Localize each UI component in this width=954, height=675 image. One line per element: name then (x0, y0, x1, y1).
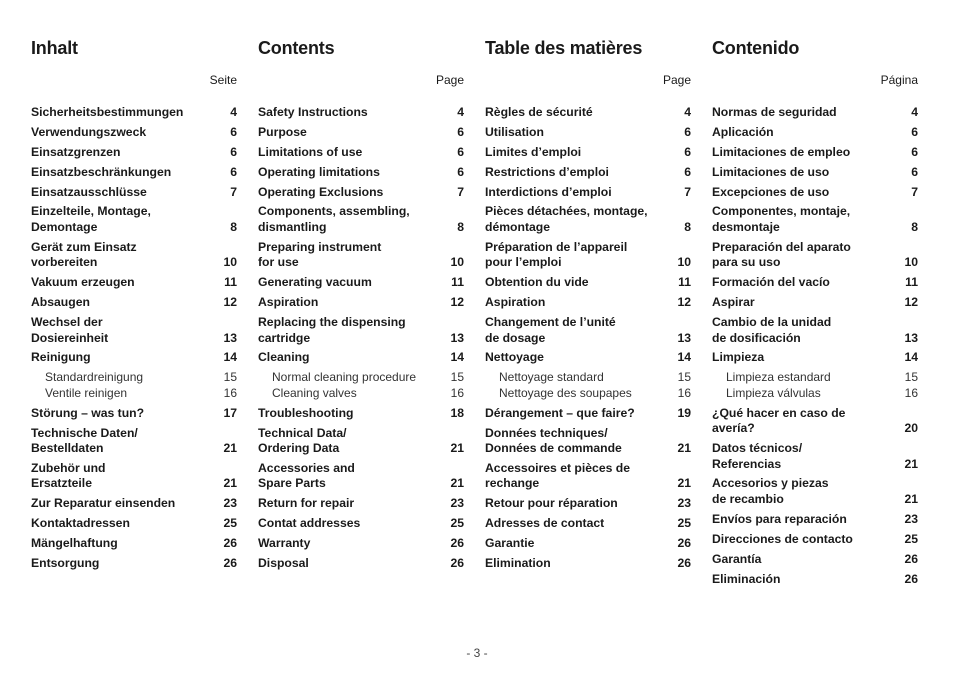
toc-entry-title: Nettoyage (485, 350, 544, 365)
toc-entry-title: Aspiration (258, 295, 319, 310)
toc-entry (485, 461, 691, 492)
toc-entry-title: Disposal (258, 556, 309, 571)
toc-entry-title: Données techniques/ Données de commande (485, 425, 622, 456)
toc-subentry (258, 370, 464, 386)
page-number: - 3 - (466, 646, 488, 660)
toc-entry-page: 8 (230, 219, 237, 234)
toc-entry (712, 476, 918, 507)
toc-entry-page: 10 (223, 255, 237, 270)
toc-entry (31, 295, 237, 311)
toc-entry-title: Normas de seguridad (712, 105, 837, 119)
toc-entry-page: 6 (684, 164, 691, 179)
toc-entry-title: Nettoyage standard (499, 370, 604, 385)
toc-entry-title: Cambio de la unidad de dosificación (712, 315, 832, 345)
toc-entry (712, 315, 918, 346)
toc-entry (31, 315, 237, 346)
toc-entry-title: Zur Reparatur einsenden (31, 496, 176, 511)
column-title: Contenido (712, 38, 800, 58)
toc-entry-page: 25 (223, 516, 237, 531)
toc-entry (485, 204, 691, 235)
toc-entry (485, 426, 691, 457)
toc-entry-page: 21 (677, 476, 691, 491)
toc-entry-title: Limitaciones de empleo (712, 144, 851, 159)
toc-entry-title: Limitaciones de uso (712, 164, 830, 179)
toc-entry (31, 185, 237, 201)
toc-entry (31, 426, 237, 457)
toc-entry (258, 426, 464, 457)
toc-entry-page: 25 (450, 516, 464, 531)
toc-entry (485, 165, 691, 181)
toc-entry-title: Datos técnicos/ Referencias (712, 441, 803, 471)
toc-entry-title: Limpieza válvulas (726, 385, 821, 400)
toc-entry-page: 21 (677, 441, 691, 456)
toc-entry (712, 572, 918, 588)
toc-entry-page: 8 (684, 219, 691, 234)
toc-entry-page: 15 (904, 370, 918, 385)
toc-entry-title: Einzelteile, Montage, Demontage (31, 204, 151, 234)
toc-entry-title: Preparing instrument for use (258, 239, 382, 270)
toc-entry-title: Garantie (485, 536, 535, 551)
toc-entry-title: Reinigung (31, 350, 91, 365)
toc-entry (712, 204, 918, 235)
toc-entry-page: 6 (457, 164, 464, 179)
toc-entry-title: Excepciones de uso (712, 184, 830, 199)
toc-entry-page: 4 (911, 105, 918, 119)
toc-entry-page: 6 (457, 124, 464, 139)
toc-entry (258, 275, 464, 291)
toc-entry-page: 19 (677, 405, 691, 420)
toc-entry (712, 105, 918, 121)
toc-entry-page: 16 (450, 385, 464, 400)
toc-entry-title: Direcciones de contacto (712, 531, 853, 546)
toc-entry (31, 350, 237, 366)
toc-entry-title: Elimination (485, 556, 551, 571)
toc-entry-page: 7 (684, 184, 691, 199)
toc-entry-page: 13 (904, 330, 918, 345)
toc-subentry (712, 370, 918, 386)
toc-entry-page: 6 (230, 144, 237, 159)
toc-entry (712, 185, 918, 201)
toc-subentry (485, 370, 691, 386)
toc-entry-title: Componentes, montaje, desmontaje (712, 204, 851, 234)
toc-entry (485, 496, 691, 512)
toc-entry (258, 556, 464, 572)
toc-entry-page: 13 (450, 330, 464, 345)
toc-entry (485, 516, 691, 532)
toc-entry (485, 105, 691, 121)
toc-entry-page: 26 (450, 556, 464, 571)
toc-entry (31, 145, 237, 161)
toc-entry (258, 165, 464, 181)
toc-entry-page: 4 (230, 105, 237, 119)
toc-subentry (485, 386, 691, 402)
toc-entry-page: 6 (230, 124, 237, 139)
toc-entry-title: Standardreinigung (45, 370, 144, 385)
toc-entry-title: Aspiration (485, 295, 546, 310)
toc-entry-page: 25 (904, 531, 918, 546)
toc-entry-title: Entsorgung (31, 556, 100, 571)
toc-entry-title: Limites d’emploi (485, 144, 582, 159)
toc-entry (712, 295, 918, 311)
toc-entry-title: Nettoyage des soupapes (499, 385, 632, 400)
toc-entry (31, 516, 237, 532)
toc-entry (258, 536, 464, 552)
toc-entry (485, 556, 691, 572)
toc-entry (31, 105, 237, 121)
toc-entry-title: Formación del vacío (712, 275, 830, 290)
toc-entry-title: Adresses de contact (485, 516, 605, 531)
toc-entry (712, 406, 918, 437)
toc-entry-page: 23 (677, 496, 691, 511)
toc-entry-title: Règles de sécurité (485, 105, 593, 119)
page-column-label: Página (880, 73, 918, 87)
toc-entry (712, 532, 918, 548)
toc-entry-page: 6 (911, 164, 918, 179)
toc-entry-title: Changement de l’unité de dosage (485, 315, 616, 345)
column-title: Inhalt (31, 38, 78, 58)
toc-entry-page: 21 (450, 476, 464, 491)
toc-entry (258, 295, 464, 311)
toc-entry-page: 26 (223, 556, 237, 571)
toc-entry-title: Retour pour réparation (485, 496, 618, 511)
toc-subentry (258, 386, 464, 402)
toc-entry (258, 185, 464, 201)
toc-entry-title: Return for repair (258, 496, 355, 511)
toc-entry-page: 26 (450, 536, 464, 551)
column-title: Table des matières (485, 38, 643, 58)
toc-entry (258, 105, 464, 121)
toc-entry (258, 461, 464, 492)
toc-entry-page: 14 (677, 350, 691, 365)
toc-entry (712, 512, 918, 528)
toc-entry (31, 275, 237, 291)
toc-entry-page: 20 (904, 421, 918, 436)
toc-entry-title: Generating vacuum (258, 275, 372, 290)
toc-entry-page: 15 (677, 370, 691, 385)
toc-entry-page: 26 (904, 571, 918, 586)
toc-entry-title: Technische Daten/ Bestelldaten (31, 425, 138, 456)
toc-entry-page: 4 (457, 105, 464, 119)
toc-entry-title: Accessoires et pièces de rechange (485, 460, 630, 491)
toc-entry (712, 165, 918, 181)
toc-entry-title: Absaugen (31, 295, 90, 310)
toc-entry-title: Contat addresses (258, 516, 361, 531)
toc-entry-page: 7 (230, 184, 237, 199)
toc-entry-title: Limitations of use (258, 144, 363, 159)
toc-entry-title: Accesorios y piezas de recambio (712, 476, 829, 506)
toc-entry (485, 536, 691, 552)
page-column-label: Page (435, 73, 464, 87)
toc-entry-page: 6 (684, 144, 691, 159)
toc-entry-page: 14 (223, 350, 237, 365)
toc-entry-page: 21 (223, 476, 237, 491)
toc-entry (258, 204, 464, 235)
toc-entry (485, 185, 691, 201)
toc-entry (485, 275, 691, 291)
toc-entry-page: 16 (904, 385, 918, 400)
toc-entry-page: 15 (223, 370, 237, 385)
toc-entry-title: Störung – was tun? (31, 405, 145, 420)
toc-entry-page: 6 (457, 144, 464, 159)
toc-entry (31, 556, 237, 572)
toc-entry-title: Eliminación (712, 571, 781, 586)
toc-entry-page: 8 (457, 219, 464, 234)
toc-entry-page: 12 (904, 295, 918, 310)
toc-entry-title: Cleaning (258, 350, 310, 365)
toc-entry-page: 6 (911, 124, 918, 139)
toc-entry-page: 26 (904, 551, 918, 566)
toc-entry-page: 13 (223, 330, 237, 345)
toc-entry-title: Gerät zum Einsatz vorbereiten (31, 239, 137, 270)
column-title: Contents (258, 38, 335, 58)
toc-entry-page: 11 (224, 275, 237, 290)
toc-entry (712, 145, 918, 161)
toc-entry-page: 11 (905, 275, 918, 290)
toc-entry (485, 295, 691, 311)
toc-entry-title: Obtention du vide (485, 275, 589, 290)
toc-subentry (712, 386, 918, 402)
toc-entry-title: Einsatzgrenzen (31, 144, 121, 159)
toc-column-en (258, 36, 464, 576)
toc-entry-title: Aspirar (712, 295, 755, 310)
toc-entry-page: 12 (450, 295, 464, 310)
toc-entry-page: 10 (450, 255, 464, 270)
toc-entry-page: 4 (684, 105, 691, 119)
toc-entry-page: 10 (904, 255, 918, 270)
toc-entry (258, 516, 464, 532)
toc-entry-page: 23 (904, 511, 918, 526)
toc-entry-title: ¿Qué hacer en caso de avería? (712, 405, 846, 436)
toc-entries (31, 105, 237, 572)
toc-column-de (31, 36, 237, 576)
toc-entry (485, 125, 691, 141)
toc-entry-title: Cleaning valves (272, 385, 357, 400)
toc-entry-page: 16 (223, 385, 237, 400)
toc-entry-page: 25 (677, 516, 691, 531)
toc-entry-title: Replacing the dispensing cartridge (258, 315, 406, 345)
toc-entry-title: Aplicación (712, 124, 774, 139)
toc-entry-title: Kontaktadressen (31, 516, 130, 531)
toc-entry-page: 13 (677, 330, 691, 345)
toc-entry (485, 145, 691, 161)
toc-entry-title: Limpieza (712, 350, 765, 365)
toc-entry (31, 406, 237, 422)
toc-entry (258, 315, 464, 346)
toc-subentry (31, 370, 237, 386)
toc-entry (258, 125, 464, 141)
toc-entry (258, 145, 464, 161)
toc-entry-title: Troubleshooting (258, 405, 354, 420)
toc-entries (712, 105, 918, 587)
toc-entry-page: 26 (223, 536, 237, 551)
toc-entry (31, 125, 237, 141)
toc-subentry (31, 386, 237, 402)
toc-entry-page: 21 (223, 441, 237, 456)
toc-entry-page: 17 (223, 405, 237, 420)
toc-entry (712, 125, 918, 141)
toc-entry-title: Einsatzbeschränkungen (31, 164, 172, 179)
toc-entry (712, 275, 918, 291)
toc-entry (31, 204, 237, 235)
toc-entries (258, 105, 464, 572)
toc-entry-page: 23 (223, 496, 237, 511)
toc-entry-title: Technical Data/ Ordering Data (258, 425, 347, 456)
toc-entry-title: Zubehör und Ersatzteile (31, 460, 106, 491)
toc-entry-title: Mängelhaftung (31, 536, 118, 551)
toc-column-fr (485, 36, 691, 576)
toc-entry-page: 21 (904, 456, 918, 471)
toc-entry (712, 441, 918, 472)
toc-entry-page: 6 (911, 144, 918, 159)
toc-entry-title: Limpieza estandard (726, 370, 831, 385)
toc-entries (485, 105, 691, 572)
toc-entry (485, 315, 691, 346)
toc-entry-title: Restrictions d’emploi (485, 164, 609, 179)
toc-entry (258, 350, 464, 366)
toc-entry-page: 7 (457, 184, 464, 199)
toc-entry-title: Normal cleaning procedure (272, 370, 417, 385)
toc-entry-page: 18 (450, 405, 464, 420)
toc-entry-page: 8 (911, 219, 918, 234)
toc-entry (31, 240, 237, 271)
toc-entry-title: Safety Instructions (258, 105, 368, 119)
toc-entry-page: 26 (677, 536, 691, 551)
toc-entry-page: 12 (223, 295, 237, 310)
toc-entry-title: Purpose (258, 124, 307, 139)
toc-entry-page: 6 (684, 124, 691, 139)
toc-entry-page: 11 (678, 275, 691, 290)
toc-entry-title: Preparación del aparato para su uso (712, 239, 851, 270)
toc-entry-page: 7 (911, 184, 918, 199)
toc-entry-page: 23 (450, 496, 464, 511)
toc-entry-title: Ventile reinigen (45, 385, 128, 400)
toc-entry-title: Accessories and Spare Parts (258, 460, 355, 491)
toc-entry-title: Utilisation (485, 124, 544, 139)
toc-entry-title: Vakuum erzeugen (31, 275, 135, 290)
toc-entry-page: 14 (450, 350, 464, 365)
toc-entry-title: Operating limitations (258, 164, 380, 179)
page-column-label: Seite (209, 73, 237, 87)
toc-entry (31, 461, 237, 492)
toc-entry (31, 536, 237, 552)
toc-entry (258, 240, 464, 271)
toc-entry-page: 12 (677, 295, 691, 310)
toc-entry (485, 350, 691, 366)
toc-entry-title: Sicherheitsbestimmungen (31, 105, 184, 119)
toc-entry-title: Envíos para reparación (712, 511, 847, 526)
toc-entry-title: Garantía (712, 551, 762, 566)
toc-entry-page: 26 (677, 556, 691, 571)
toc-entry-title: Verwendungszweck (31, 124, 147, 139)
toc-entry (258, 406, 464, 422)
toc-entry-title: Wechsel der Dosiereinheit (31, 315, 109, 345)
toc-entry-page: 21 (450, 441, 464, 456)
toc-entry (712, 350, 918, 366)
toc-entry-title: Components, assembling, dismantling (258, 204, 410, 234)
toc-entry-page: 10 (677, 255, 691, 270)
toc-entry-title: Warranty (258, 536, 311, 551)
toc-entry-page: 16 (677, 385, 691, 400)
toc-entry-title: Interdictions d’emploi (485, 184, 612, 199)
toc-entry (485, 240, 691, 271)
toc-entry-page: 14 (904, 350, 918, 365)
toc-entry (712, 240, 918, 271)
toc-entry-title: Einsatzausschlüsse (31, 184, 147, 199)
toc-entry (485, 406, 691, 422)
toc-entry-title: Operating Exclusions (258, 184, 384, 199)
toc-entry (258, 496, 464, 512)
toc-entry-page: 21 (904, 491, 918, 506)
toc-entry-page: 11 (451, 275, 464, 290)
toc-entry-page: 15 (450, 370, 464, 385)
toc-entry-title: Pièces détachées, montage, démontage (485, 204, 648, 234)
toc-entry-title: Préparation de l’appareil pour l’emploi (485, 239, 628, 270)
toc-entry-page: 6 (230, 164, 237, 179)
page-column-label: Page (662, 73, 691, 87)
toc-entry (712, 552, 918, 568)
toc-column-es (712, 36, 918, 591)
toc-entry (31, 496, 237, 512)
toc-entry (31, 165, 237, 181)
toc-entry-title: Dérangement – que faire? (485, 405, 635, 420)
